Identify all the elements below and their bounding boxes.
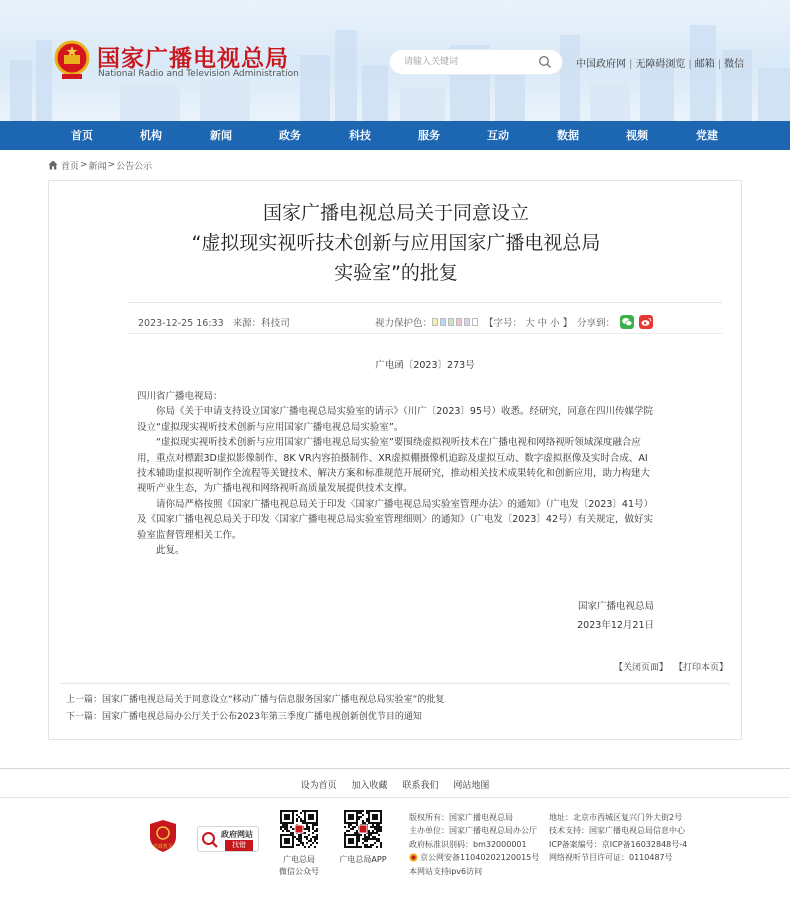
link-gov-cn[interactable]: 中国政府网 <box>576 59 626 70</box>
meta-divider <box>128 333 722 334</box>
article-meta <box>138 315 290 329</box>
nav-item-services[interactable]: 服务 <box>418 129 440 142</box>
font-size-bracket-end: 】 <box>562 318 573 329</box>
page-actions <box>614 660 728 673</box>
gov-id-code: 政府标准识别码：bm32000001 <box>409 839 527 849</box>
police-record[interactable] <box>409 851 539 864</box>
source-label: 来源： <box>232 318 262 329</box>
font-size-label: 【字号： <box>484 318 523 329</box>
national-emblem-icon <box>54 40 90 80</box>
breadcrumb-news[interactable]: 新闻 <box>88 161 107 172</box>
qr-wechat-caption-line-1: 广电总局 <box>283 855 315 864</box>
search-input[interactable] <box>404 50 534 74</box>
search-icon[interactable] <box>538 55 552 69</box>
nav-item-video[interactable]: 视频 <box>626 129 648 142</box>
reading-options <box>375 315 572 329</box>
recipient: 四川省广播电视局： <box>137 391 223 402</box>
copyright: 版权所有：国家广播电视总局 <box>409 813 513 822</box>
paragraph-1: 你局《关于申请支持设立国家广播电视总局实验室的请示》（川广〔2023〕95号）收悉。经研究，同意在四川传媒学院设立“虚拟现实视听技术创新与应用国家广播电视总局实验室”。 <box>137 406 654 433</box>
breadcrumb-home[interactable]: 首页 <box>61 161 80 172</box>
share-label: 分享到： <box>577 318 616 329</box>
footer-info-right <box>549 811 687 865</box>
nav-item-home[interactable]: 首页 <box>71 129 93 142</box>
next-article-link[interactable]: 国家广播电视总局办公厅关于公布2023年第三季度广播电视创新创优节目的通知 <box>102 712 422 722</box>
tech-support: 技术支持：国家广播电视总局信息中心 <box>549 826 685 836</box>
previous-label: 上一篇： <box>66 695 103 705</box>
site-header <box>0 0 790 121</box>
breadcrumb: 首页 > 新闻 > 公告公示 <box>48 158 152 172</box>
qr-app-caption: 广电总局APP <box>339 855 387 864</box>
font-size-small[interactable]: 小 <box>550 318 560 329</box>
source-value: 科技司 <box>261 318 290 329</box>
paragraph-2: “虚拟现实视听技术创新与应用国家广播电视总局实验室”要围绕虚拟视听技术在广播电视和网络视听领域深度融合应用，重点对標跟3D虚拟影像制作、8K VR内容拍摄制作、XR虚拟棚摄像机追踪及虚拟互动、数字虚拟抠像及实时合成、AI技术辅助虚拟视听制作全流程等关键技术、解决方案和标准规范开展研究，推动相关技术成果转化和创新应用，助力构建大视听产业生态，为广播电视和网络视听高质量发展提供技术支撑。 <box>137 437 651 495</box>
host-unit: 主办单位：国家广播电视总局办公厅 <box>409 826 537 836</box>
article-body <box>137 389 657 558</box>
signature-org: 国家广播电视总局 <box>577 601 654 612</box>
next-label: 下一篇： <box>66 712 103 722</box>
gov-badge-line-1: 政府网站 <box>221 830 253 839</box>
share-bar <box>577 315 653 329</box>
footer-link-set-homepage[interactable]: 设为首页 <box>300 781 337 791</box>
previous-article <box>66 692 444 705</box>
footer-link-sitemap[interactable]: 网站地图 <box>453 781 490 791</box>
prevnext-divider <box>60 683 730 684</box>
qr-wechat-caption-line-2: 微信公众号 <box>279 867 319 876</box>
paragraph-4: 此复。 <box>156 545 185 557</box>
vision-color-swatch[interactable] <box>432 318 438 326</box>
article-title-line-1: 国家广播电视总局关于同意设立 <box>262 202 529 224</box>
publish-date: 2023-12-25 16:33 <box>138 318 224 329</box>
top-links: 中国政府网 | 无障碍浏览 | 邮箱 | 微信 <box>576 59 745 70</box>
footer-link-add-favorite[interactable]: 加入收藏 <box>351 781 388 791</box>
av-program-license: 网络视听节目许可证：0110487号 <box>549 853 673 863</box>
party-government-badge-icon[interactable] <box>148 819 178 853</box>
party-badge-text: 党政机关 <box>152 844 174 850</box>
police-emblem-icon <box>409 853 418 862</box>
previous-article-link[interactable]: 国家广播电视总局关于同意设立“移动广播与信息服务国家广播电视总局实验室”的批复 <box>102 695 445 705</box>
vision-color-swatches <box>432 318 480 326</box>
qr-wechat-caption <box>270 854 328 878</box>
vision-color-swatch[interactable] <box>464 318 470 326</box>
vision-color-swatch[interactable] <box>456 318 462 326</box>
footer-info-left <box>409 811 539 878</box>
font-size-medium[interactable]: 中 <box>537 318 548 329</box>
wechat-qr-code-icon <box>280 810 318 848</box>
gov-website-error-report-badge[interactable] <box>197 826 259 852</box>
footer-links <box>0 778 790 791</box>
print-page-link[interactable]: 【打印本页】 <box>674 663 729 673</box>
nav-item-party-building[interactable]: 党建 <box>696 129 718 142</box>
nav-item-government-affairs[interactable]: 政务 <box>279 129 301 142</box>
magnifier-icon <box>201 831 219 849</box>
close-page-link[interactable]: 【关闭页面】 <box>614 663 669 673</box>
nav-item-interaction[interactable]: 互动 <box>487 129 509 142</box>
link-wechat[interactable]: 微信 <box>724 59 745 70</box>
nav-item-data[interactable]: 数据 <box>557 129 579 142</box>
signature-date: 2023年12月21日 <box>577 620 654 631</box>
footer-divider <box>0 797 790 798</box>
breadcrumb-announcements[interactable]: 公告公示 <box>116 161 153 172</box>
site-name[interactable]: 国家广播电视总局 <box>97 46 289 72</box>
footer-link-contact[interactable]: 联系我们 <box>402 781 439 791</box>
gov-badge-line-2: 找错 <box>225 840 253 851</box>
nav-item-institutions[interactable]: 机构 <box>140 129 162 142</box>
app-qr-code-icon <box>344 810 382 848</box>
paragraph-3: 请你局严格按照《国家广播电视总局关于印发〈国家广播电视总局实验室管理办法〉的通知》（广电发〔2023〕41号）及《国家广播电视总局关于印发〈国家广播电视总局实验室管理细则〉的通知》（广电发〔2023〕42号）有关规定，做好实验室监督管理相关工作。 <box>137 498 654 541</box>
article-title-line-3: 实验室”的批复 <box>334 262 458 284</box>
address: 地址：北京市西城区复兴门外大街2号 <box>549 813 683 822</box>
ipv6-support: 本网站支持ipv6访问 <box>409 866 483 876</box>
footer-divider-top <box>0 768 790 769</box>
vision-color-swatch[interactable] <box>472 318 478 326</box>
main-nav <box>0 121 790 150</box>
site-name-english: National Radio and Television Administration <box>98 69 299 79</box>
icp-record[interactable]: ICP备案编号：京ICP备16032848号-4 <box>549 839 688 849</box>
vision-protection-label: 视力保护色： <box>375 318 433 329</box>
article-title <box>56 198 736 288</box>
title-divider <box>128 302 722 303</box>
document-number: 广电函〔2023〕273号 <box>375 360 475 371</box>
search-box <box>390 50 562 74</box>
vision-color-swatch[interactable] <box>440 318 446 326</box>
link-mailbox[interactable]: 邮箱 <box>694 59 715 70</box>
article-title-line-2: “虚拟现实视听技术创新与应用国家广播电视总局 <box>191 232 601 254</box>
nav-item-technology[interactable]: 科技 <box>349 129 371 142</box>
nav-item-news[interactable]: 新闻 <box>210 129 232 142</box>
font-size-large[interactable]: 大 <box>525 318 535 329</box>
police-record-text: 京公网安备11040202120015号 <box>420 853 540 863</box>
signature-block <box>560 597 654 635</box>
wechat-share-icon[interactable] <box>620 315 634 329</box>
weibo-share-icon[interactable] <box>639 315 653 329</box>
link-accessibility[interactable]: 无障碍浏览 <box>635 59 686 70</box>
home-icon <box>48 160 58 170</box>
next-article <box>66 709 422 722</box>
vision-color-swatch[interactable] <box>448 318 454 326</box>
